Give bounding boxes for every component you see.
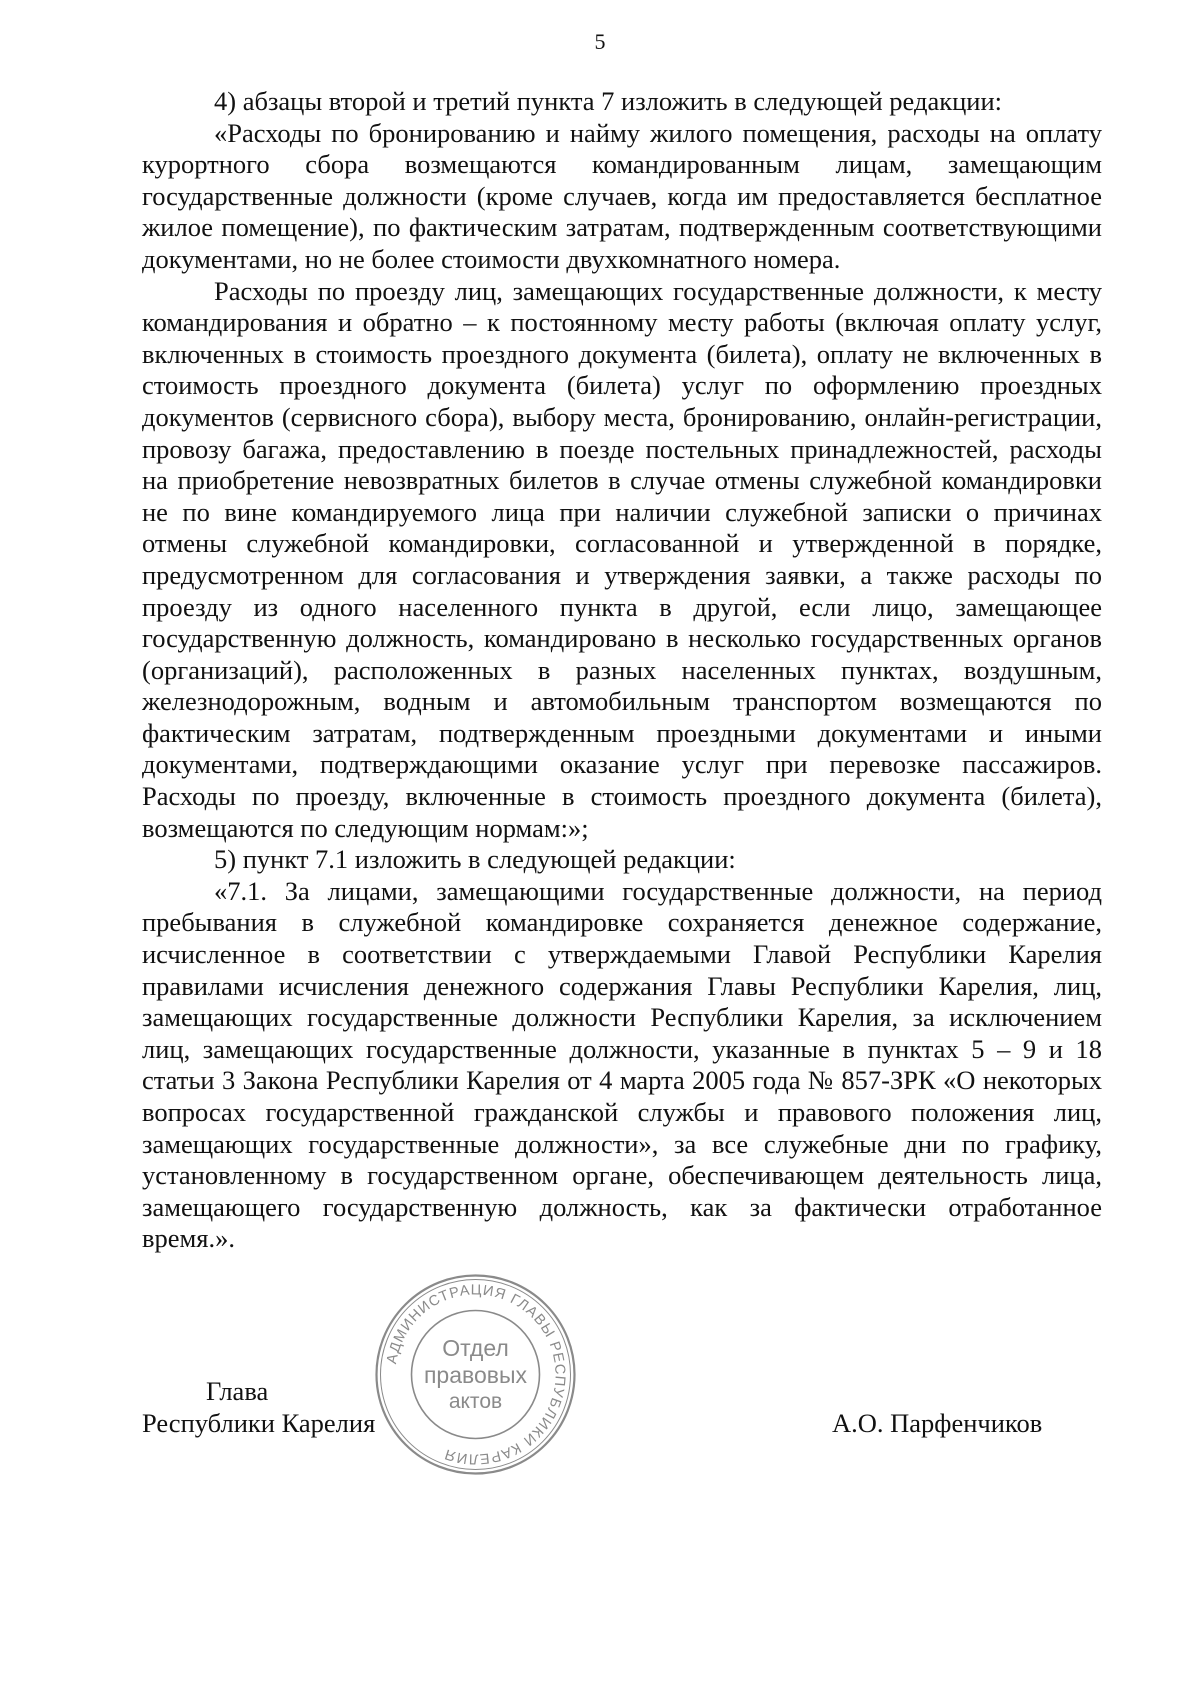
stamp-outer-text-path: АДМИНИСТРАЦИЯ ГЛАВЫ РЕСПУБЛИКИ КАРЕЛИЯ xyxy=(384,1282,568,1467)
signature-title-line-2: Республики Карелия xyxy=(142,1408,376,1438)
paragraph-7-1: «7.1. За лицами, замещающими государственные должности, на период пребывания в служебной командировке сохраняется денежное содержание, исчисленное в соответствии с утверждаемыми Главой Республики Карелия правилами исчисления денежного содержания Главы Республики Карелия, лиц, замещающих государственные должности Республики Карелия, за исключением лиц, замещающих государственные должности, указанные в пунктах 5 – 9 и 18 статьи 3 Закона Республики Карелия от 4 марта 2005 года № 857-ЗРК «О некоторых вопросах государственной гражданской службы и правового положения лиц, замещающих государственные должности», за все служебные дни по графику, установленному в государственном органе, обеспечивающем деятельность лица, замещающего государственную должность, как за фактически отработанное время.». xyxy=(142,875,1102,1254)
paragraph-4-intro: 4) абзацы второй и третий пункта 7 изложить в следующей редакции: xyxy=(214,86,1002,116)
signature-block xyxy=(142,1375,1102,1455)
stamp-center-line-3: актов xyxy=(448,1390,503,1413)
signatory-name: А.О. Парфенчиков xyxy=(832,1408,1043,1438)
page-number: 5 xyxy=(594,29,606,54)
paragraph-travel-expenses: Расходы по проезду лиц, замещающих государственные должности, к месту командирования и обратно – к постоянному месту работы (включая оплату услуг, включенных в стоимость проездного документа (билета), оплату не включенных в стоимость проездного документа (билета) услуг по оформлению проездных документов (сервисного сбора), выбору места, бронированию, онлайн-регистрации, провозу багажа, предоставлению в поезде постельных принадлежностей, расходы на приобретение невозвратных билетов в случае отмены служебной командировки не по вине командируемого лица при наличии служебной записки о причинах отмены служебной командировки, согласованной и утвержденной в порядке, предусмотренном для согласования и утверждения заявки, а также расходы по проезду из одного населенного пункта в другой, если лицо, замещающее государственную должность, командировано в несколько государственных органов (организаций), расположенных в разных населенных пунктах, воздушным, железнодорожным, водным и автомобильным транспортом возмещаются по фактическим затратам, подтвержденным проездными документами и иными документами, подтверждающими оказание услуг при перевозке пассажиров. Расходы по проезду, включенные в стоимость проездного документа (билета), возмещаются по следующим нормам:»; xyxy=(142,275,1102,843)
paragraph-accommodation: «Расходы по бронированию и найму жилого помещения, расходы на оплату курортного сбора возмещаются командированным лицам, замещающим государственные должности (кроме случаев, когда им предоставляется бесплатное жилое помещение), по фактическим затратам, подтвержденным соответствующими документами, но не более стоимости двухкомнатного номера. xyxy=(142,117,1102,274)
signature-title-line-1: Глава xyxy=(206,1376,269,1406)
official-stamp xyxy=(373,1272,578,1477)
paragraph-5-intro: 5) пункт 7.1 изложить в следующей редакции: xyxy=(214,844,736,875)
document-body xyxy=(142,86,1102,1255)
stamp-center-line-1: Отдел xyxy=(442,1335,509,1361)
stamp-center-line-2: правовых xyxy=(423,1362,528,1388)
